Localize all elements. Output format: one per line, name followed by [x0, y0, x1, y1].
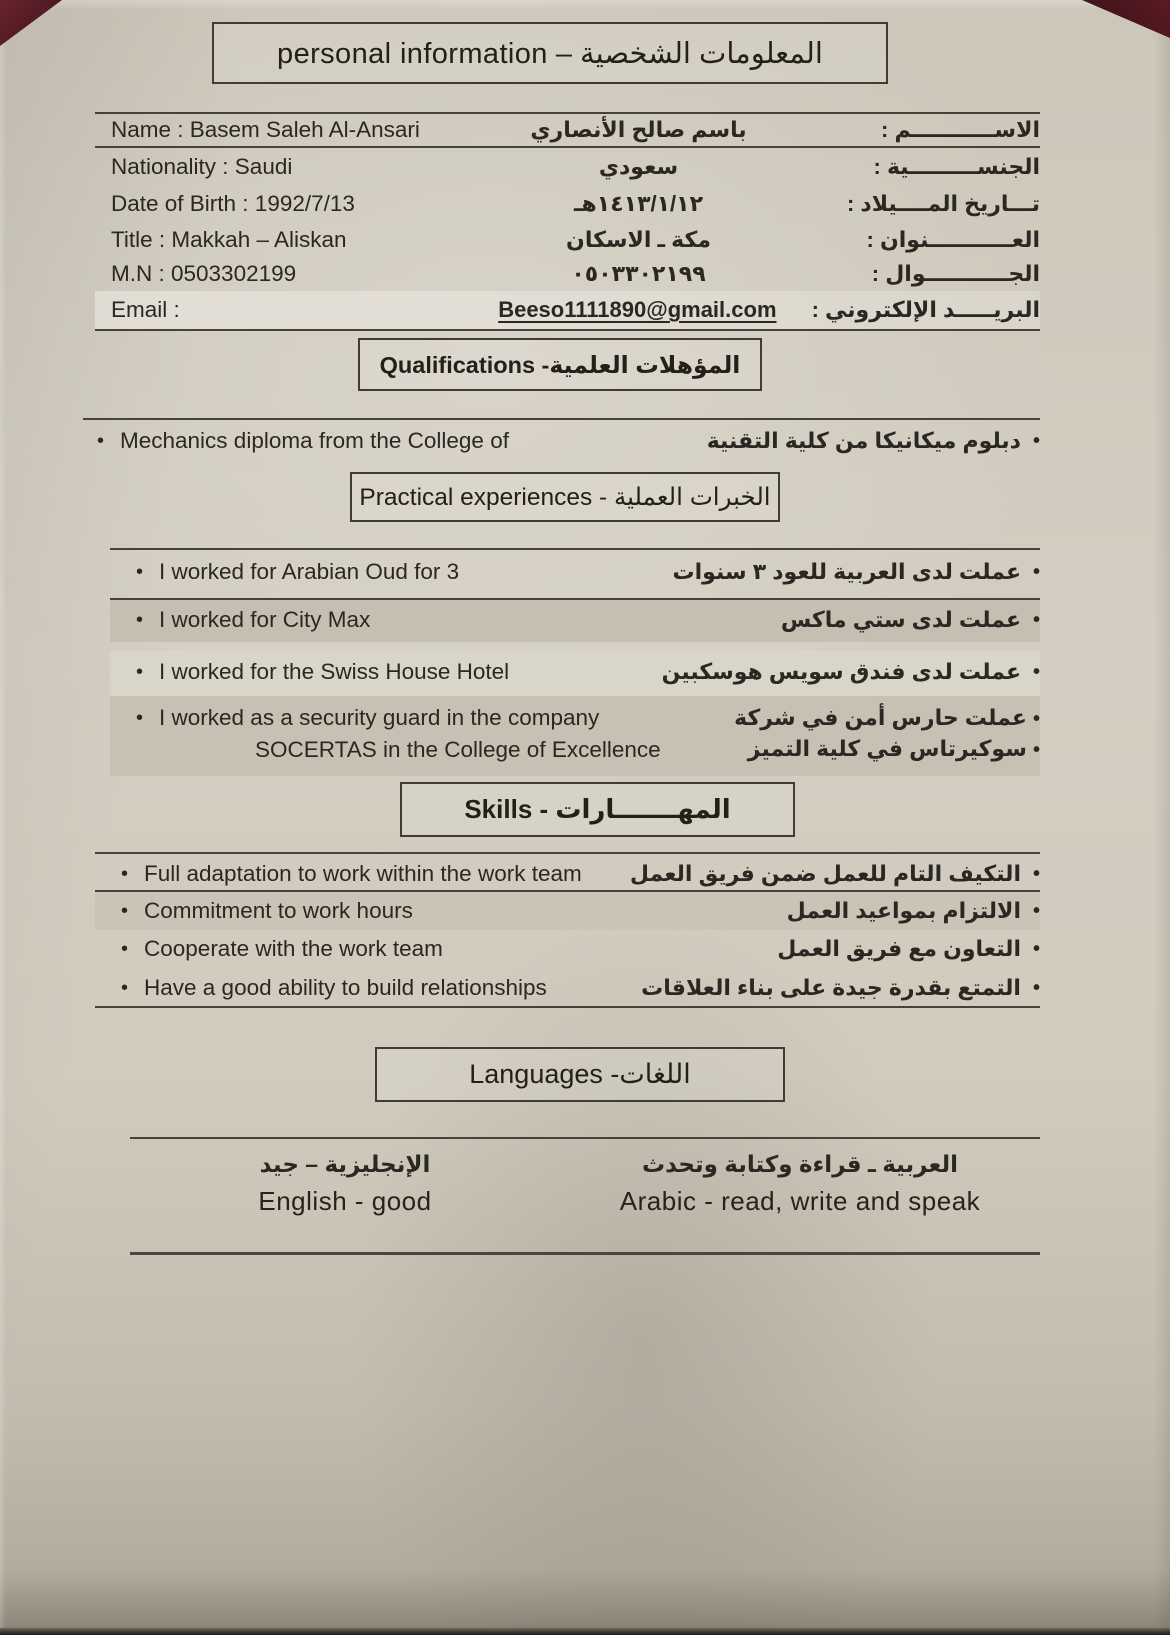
- language-english-ar: الإنجليزية – جيد: [259, 1151, 431, 1177]
- experiences-list: [110, 548, 1040, 776]
- skill-item: [95, 852, 1040, 892]
- languages-header-box: [375, 1047, 785, 1102]
- skill-en: Cooperate with the work team: [144, 936, 443, 961]
- nationality-en: Nationality : Saudi: [111, 153, 293, 179]
- qualifications-header-box: [358, 338, 762, 391]
- experiences-header-box: [350, 472, 780, 522]
- experience-item: [110, 548, 1040, 598]
- info-row-mobile: [95, 257, 1040, 291]
- info-row-date-of-birth: [95, 185, 1040, 223]
- experience-item: [110, 696, 1040, 776]
- bullet-icon: •: [136, 561, 144, 583]
- bullet-icon: •: [1032, 609, 1040, 631]
- experience-en: I worked for the Swiss House Hotel: [159, 659, 510, 684]
- mobile-en: M.N : 0503302199: [111, 261, 297, 286]
- experience-ar: عملت لدى العربية للعود ٣ سنوات: [672, 559, 1021, 584]
- experience-ar-line2: سوكيرتاس في كلية التميز: [747, 736, 1027, 761]
- bullet-icon: •: [136, 707, 144, 729]
- experience-ar-line1: عملت حارس أمن في شركة: [734, 705, 1027, 730]
- languages-section: [130, 1137, 1040, 1217]
- email-address: Beeso1111890@gmail.com: [498, 297, 777, 322]
- language-arabic-en: Arabic - read, write and speak: [619, 1186, 981, 1216]
- qualification-item: [83, 418, 1040, 462]
- nationality-ar-value: سعودي: [598, 153, 679, 179]
- languages-bottom-line: [130, 1252, 1040, 1255]
- info-row-email: [95, 291, 1040, 331]
- experience-en: I worked for City Max: [159, 607, 371, 632]
- address-ar-value: مكة ـ الاسكان: [566, 227, 711, 252]
- bullet-icon: •: [121, 938, 129, 960]
- bullet-icon: •: [1032, 977, 1040, 999]
- dob-ar-value: ١٤١٣/١/١٢هـ: [574, 191, 703, 216]
- experience-item: [110, 651, 1040, 696]
- bullet-icon: •: [97, 430, 105, 452]
- qualification-ar: دبلوم ميكانيكا من كلية التقنية: [706, 428, 1021, 453]
- bullet-icon: •: [121, 900, 129, 922]
- skills-list: [95, 852, 1040, 1008]
- experience-ar: عملت لدى ستي ماكس: [780, 607, 1021, 632]
- email-ar-label: البريـــــد الإلكتروني :: [811, 297, 1040, 322]
- mobile-ar-label: الجـــــــــــوال :: [871, 261, 1040, 286]
- skill-en: Full adaptation to work within the work team: [144, 861, 582, 886]
- skill-ar: التكيف التام للعمل ضمن فريق العمل: [629, 861, 1021, 886]
- info-row-address: [95, 223, 1040, 257]
- email-en: Email :: [111, 297, 180, 322]
- bullet-icon: •: [1032, 661, 1040, 683]
- languages-header: اللغات- Languages: [469, 1059, 691, 1089]
- experience-en: I worked for Arabian Oud for 3: [159, 559, 460, 584]
- name-en: Name : Basem Saleh Al-Ansari: [111, 117, 420, 142]
- name-ar-label: الاســـــــــــم :: [881, 117, 1040, 142]
- bullet-icon: •: [121, 863, 129, 885]
- experience-ar: عملت لدى فندق سويس هوسكبين: [661, 659, 1021, 684]
- paper-top-edge: [0, 0, 1170, 10]
- paper-right-edge: [1154, 0, 1170, 1635]
- qualification-en: Mechanics diploma from the College of: [120, 428, 509, 453]
- skill-item: [95, 930, 1040, 968]
- bullet-icon: •: [1032, 938, 1040, 960]
- bullet-icon: •: [1032, 430, 1040, 452]
- bullet-icon: •: [1032, 863, 1040, 885]
- bullet-icon: •: [136, 609, 144, 631]
- page-title: المعلومات الشخصية – personal information: [277, 37, 823, 70]
- language-arabic-ar: العربية ـ قراءة وكتابة وتحدث: [642, 1151, 958, 1177]
- qualifications-header: المؤهلات العلمية- Qualifications: [379, 351, 741, 378]
- dob-ar-label: تـــاريخ المــــيلاد :: [846, 191, 1040, 216]
- address-en: Title : Makkah – Aliskan: [111, 227, 347, 252]
- skill-item: [95, 968, 1040, 1008]
- bullet-icon: •: [136, 661, 144, 683]
- bullet-icon: •: [121, 977, 129, 999]
- skill-ar: الالتزام بمواعيد العمل: [786, 898, 1021, 923]
- bullet-icon: •: [1032, 708, 1040, 730]
- dob-en: Date of Birth : 1992/7/13: [111, 191, 355, 216]
- language-entry-arabic: [560, 1151, 1040, 1217]
- skill-ar: التعاون مع فريق العمل: [777, 936, 1021, 961]
- row-gap: [110, 642, 1040, 651]
- bullet-icon: •: [1032, 900, 1040, 922]
- skills-header-box: [400, 782, 795, 837]
- name-ar-value: باسم صالح الأنصاري: [530, 117, 747, 142]
- skill-ar: التمتع بقدرة جيدة على بناء العلاقات: [641, 975, 1021, 1000]
- address-ar-label: العـــــــــــنوان :: [866, 227, 1040, 252]
- mobile-ar-value: ٠٥٠٣٣٠٢١٩٩: [571, 261, 706, 286]
- experience-en-line2: SOCERTAS in the College of Excellence: [255, 737, 661, 762]
- paper-left-edge: [0, 0, 6, 1635]
- language-entry-english: [130, 1151, 560, 1217]
- skill-item: [95, 892, 1040, 930]
- title-box: [212, 22, 888, 84]
- skills-header: المهـــــــارات - Skills: [464, 794, 731, 824]
- info-row-nationality: [95, 148, 1040, 185]
- skill-en: Commitment to work hours: [144, 898, 413, 923]
- personal-info-table: [95, 112, 1040, 331]
- experience-item: [110, 598, 1040, 642]
- skill-en: Have a good ability to build relationships: [144, 975, 547, 1000]
- bullet-icon: •: [1032, 739, 1040, 761]
- paper-bottom-edge: [0, 1628, 1170, 1635]
- nationality-ar-label: الجنســـــــــية :: [873, 153, 1040, 179]
- experiences-header: الخبرات العملية - Practical experiences: [359, 484, 771, 511]
- info-row-name: [95, 112, 1040, 148]
- email-value: [498, 297, 776, 323]
- language-english-en: English - good: [258, 1186, 432, 1216]
- experience-en-line1: I worked as a security guard in the company: [159, 705, 600, 730]
- bullet-icon: •: [1032, 561, 1040, 583]
